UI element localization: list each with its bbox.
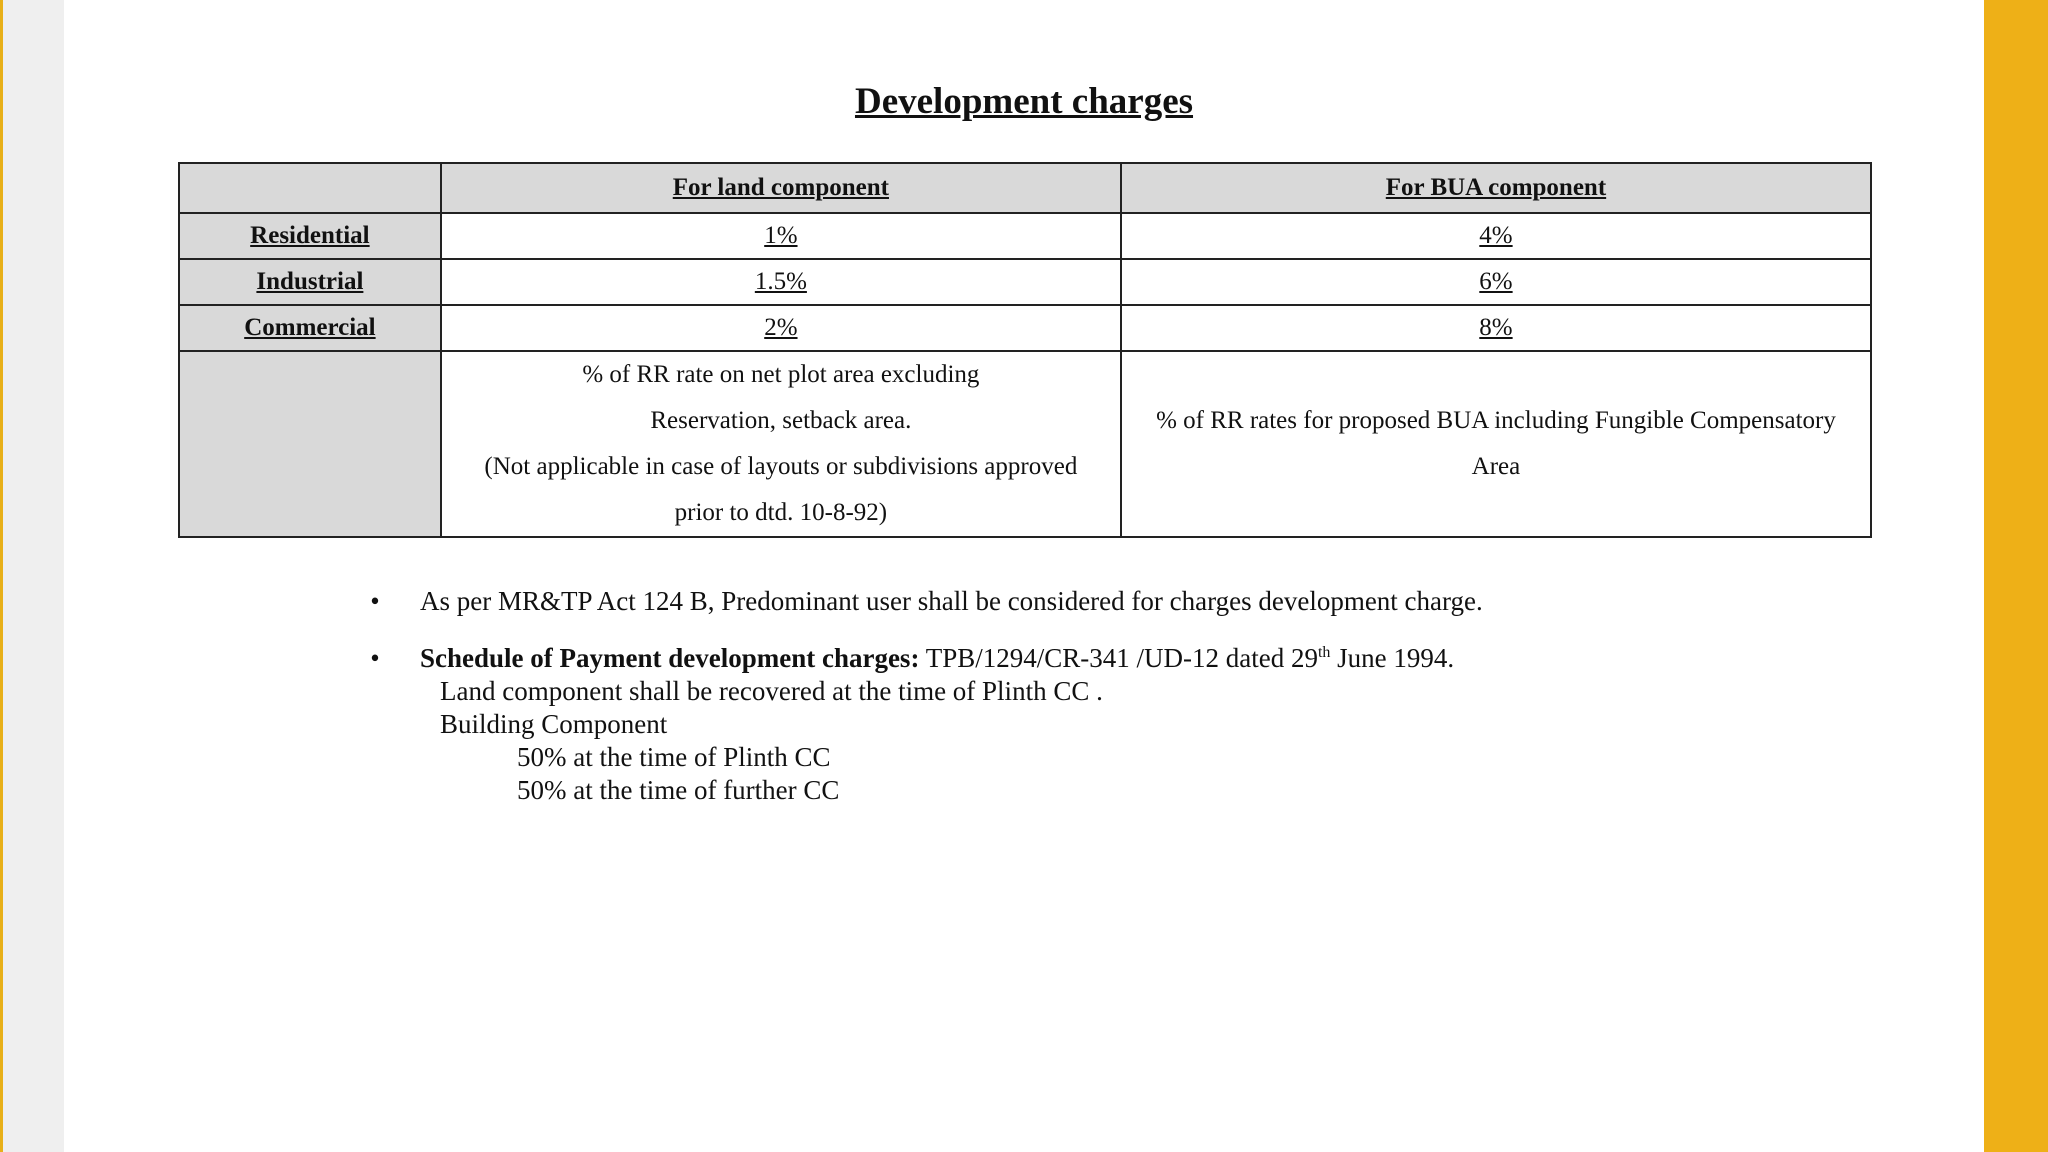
bullet-act-text: As per MR&TP Act 124 B, Predominant user shall be considered for charges development charge.	[420, 586, 1483, 616]
bua-note-cell	[1121, 351, 1871, 537]
bua-note-line: Area	[1471, 453, 1521, 480]
cell-residential-land: 1%	[441, 213, 1121, 259]
row-label-commercial: Commercial	[179, 305, 441, 351]
table-row	[179, 213, 1871, 259]
land-recovery-line: Land component shall be recovered at the time of Plinth CC .	[440, 676, 1103, 706]
table-header-row	[179, 163, 1871, 213]
land-note-cell	[441, 351, 1121, 537]
development-charges-table	[178, 162, 1872, 538]
table-notes-row	[179, 351, 1871, 537]
row-label-residential: Residential	[179, 213, 441, 259]
building-component-line: Building Component	[440, 709, 668, 739]
schedule-date-tail: June 1994.	[1330, 643, 1455, 673]
bullet-item-schedule	[360, 642, 1760, 807]
cell-residential-bua: 4%	[1121, 213, 1871, 259]
cell-industrial-land: 1.5%	[441, 259, 1121, 305]
notes-blank-cell	[179, 351, 441, 537]
land-note-line: prior to dtd. 10-8-92)	[674, 499, 888, 526]
bullet-dot: •	[370, 643, 380, 673]
table-corner-cell	[179, 163, 441, 213]
header-bua-component: For BUA component	[1121, 163, 1871, 213]
further-cc-line: 50% at the time of further CC	[517, 775, 840, 805]
land-note-line: % of RR rate on net plot area excluding	[582, 361, 980, 388]
cell-commercial-land: 2%	[441, 305, 1121, 351]
land-note-line: Reservation, setback area.	[650, 407, 912, 434]
schedule-date-suffix: th	[1317, 644, 1331, 661]
bullet-dot: •	[370, 586, 380, 616]
row-label-industrial: Industrial	[179, 259, 441, 305]
schedule-heading: Schedule of Payment development charges:	[420, 643, 920, 673]
land-note-line: (Not applicable in case of layouts or subdivisions approved	[484, 453, 1078, 480]
right-accent-bar	[1984, 0, 2048, 1152]
table-row	[179, 259, 1871, 305]
left-margin-strip	[3, 0, 64, 1152]
cell-commercial-bua: 8%	[1121, 305, 1871, 351]
table-row	[179, 305, 1871, 351]
page-title: Development charges	[854, 81, 1194, 122]
plinth-cc-line: 50% at the time of Plinth CC	[517, 742, 831, 772]
header-land-component: For land component	[441, 163, 1121, 213]
bullet-list	[360, 585, 1760, 807]
bua-note-line: % of RR rates for proposed BUA including Fungible Compensatory	[1156, 407, 1836, 434]
bullet-item-act	[360, 585, 1760, 618]
schedule-reference: TPB/1294/CR-341 /UD-12 dated 29	[919, 643, 1318, 673]
cell-industrial-bua: 6%	[1121, 259, 1871, 305]
